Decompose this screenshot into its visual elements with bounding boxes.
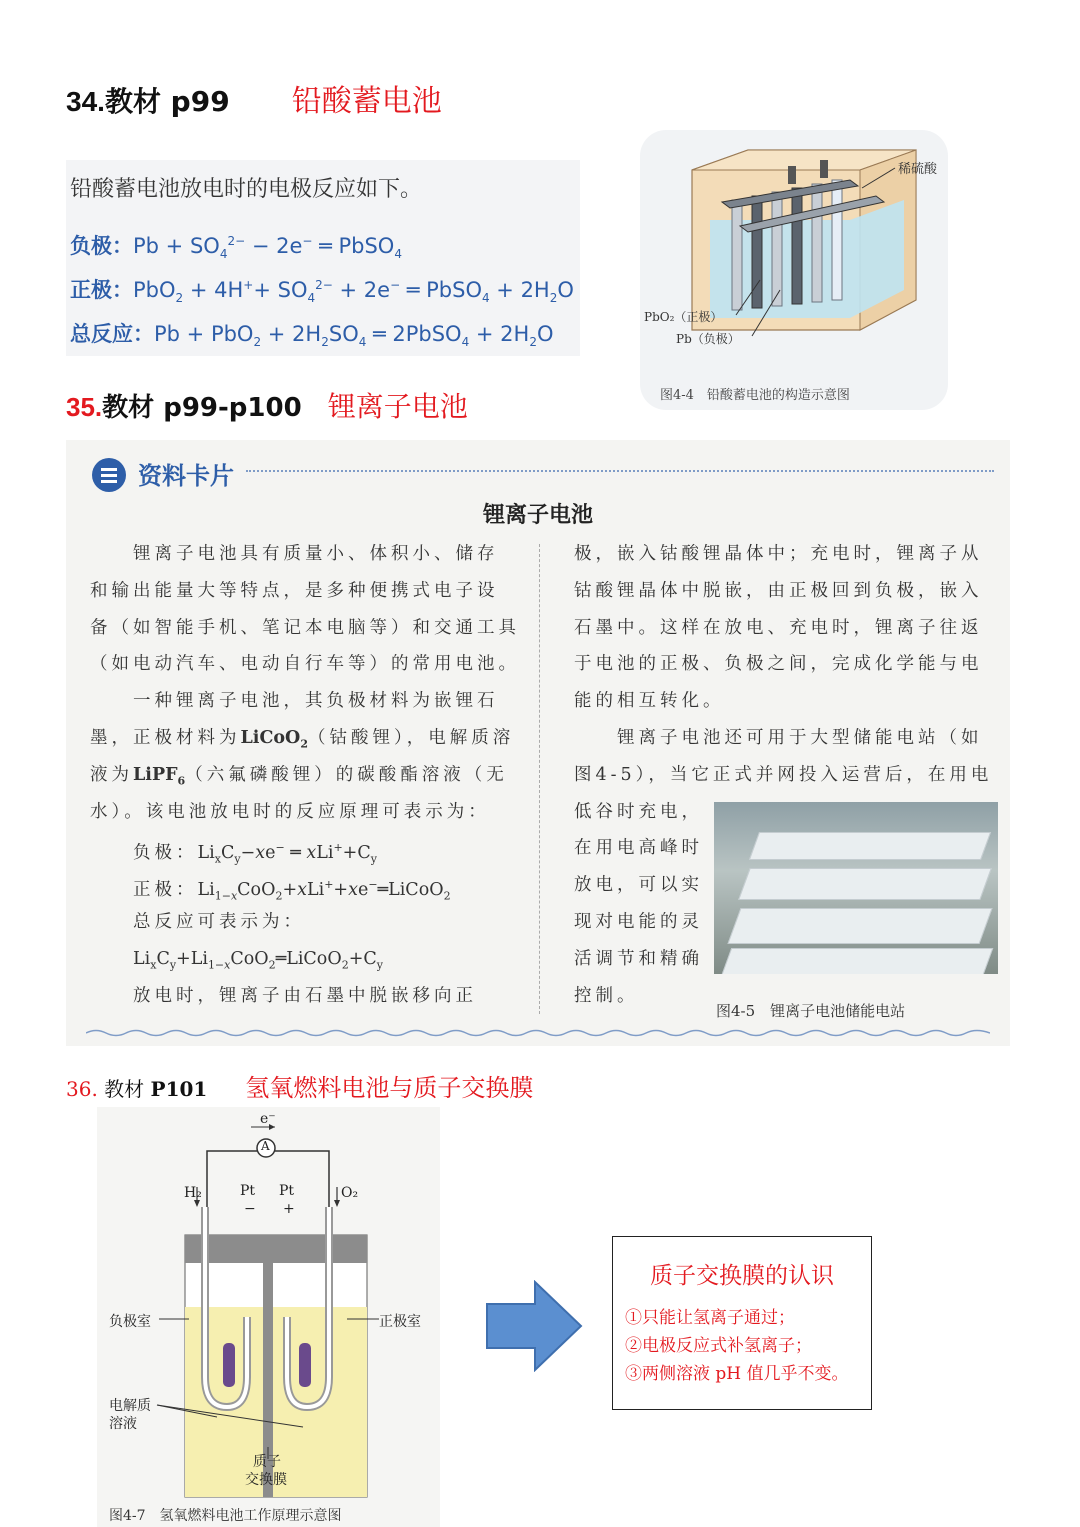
section-title: 铅酸蓄电池: [291, 84, 442, 119]
lead-acid-battery-figure: [640, 130, 948, 410]
text-line: 图4-5），当它正式并网投入运营后，在用电: [574, 764, 993, 785]
text-line: 液为LiPF$_6$（六氟磷酸锂）的碳酸酯溶液（无: [90, 764, 508, 788]
pem-note-item: ③两侧溶液 pH 值几乎不变。: [625, 1364, 849, 1384]
text-line: 控制。: [574, 985, 639, 1006]
right-arrow-icon: [485, 1280, 585, 1372]
info-card-icon: [92, 458, 126, 492]
text-line: 极，嵌入钴酸锂晶体中；充电时，锂离子从: [574, 544, 983, 564]
label-electron: e⁻: [260, 1111, 276, 1127]
text-line: 放电时，锂离子由石墨中脱嵌移向正: [90, 985, 477, 1006]
left-column: [90, 536, 520, 1014]
fuel-cell-diagram: [97, 1107, 440, 1502]
section-ref-page: P101: [150, 1077, 208, 1101]
text-line: 一种锂离子电池，其负极材料为嵌锂石: [90, 691, 499, 712]
positive-electrode-equation: 正极：$PbO_2 + 4H^++ SO_4^{2-} + 2e^-$ ═ PbSO$_4$ + $2H_2O$: [70, 278, 574, 306]
section-number: 34.: [66, 86, 105, 117]
text-line: 放电，可以实: [574, 875, 703, 896]
text-line: 能的相互转化。: [574, 691, 725, 712]
label-proton: 质子: [253, 1454, 281, 1470]
label-negative-chamber: 负极室: [109, 1314, 151, 1330]
section-36-heading: [66, 1068, 533, 1103]
label-pb-negative: Pb（负极）: [676, 332, 740, 346]
section-ref: 教材 p99: [104, 85, 230, 118]
figure-caption: 图4-7 氢氧燃料电池工作原理示意图: [109, 1508, 342, 1524]
text-line: 锂离子电池具有质量小、体积小、储存: [90, 544, 499, 564]
pem-notes-title: 质子交换膜的认识: [650, 1263, 834, 1289]
pem-note-item: ①只能让氢离子通过；: [625, 1308, 795, 1328]
section-ref: 教材 p99-p100: [102, 393, 302, 423]
text-line: 石墨中。这样在放电、充电时，锂离子往返: [574, 617, 983, 638]
section-number: 36.: [66, 1077, 98, 1101]
section-34-heading: [66, 76, 442, 120]
text-line: 钴酸锂晶体中脱嵌，由正极回到负极，嵌入: [574, 580, 983, 601]
fuel-cell-figure: [97, 1107, 440, 1527]
negative-equation: 负极：$Li_xC_y-xe^-$ ═ $xLi^++C_y$: [133, 841, 377, 866]
text-line: 水）。该电池放电时的反应原理可表示为：: [90, 801, 490, 822]
label-minus: −: [244, 1201, 256, 1217]
label-o2: O₂: [341, 1185, 359, 1201]
text-line: 活调节和精确: [574, 948, 703, 969]
card-title: 锂离子电池: [482, 503, 593, 528]
total-reaction-equation: 总反应：$Pb + PbO_2 + 2H_2SO_4$ ═ 2PbSO$_4$ + $2H_2O$: [70, 322, 554, 350]
pem-note-item: ②电极反应式补氢离子；: [625, 1336, 812, 1356]
info-card-banner: 资料卡片: [138, 462, 234, 490]
label-dilute-sulfuric-acid: 稀硫酸: [898, 162, 938, 177]
section-ref: 教材: [97, 1077, 151, 1101]
lead-acid-equations-box: [66, 160, 580, 356]
label-solution: 溶液: [109, 1416, 137, 1432]
label-pt-positive: Pt: [279, 1183, 295, 1199]
text-line: 总反应可表示为：: [90, 911, 305, 932]
figure-caption: 图4-4 铅酸蓄电池的构造示意图: [660, 388, 850, 403]
text-line: 备（如智能手机、笔记本电脑等）和交通工具: [90, 617, 520, 638]
label-plus: +: [283, 1201, 295, 1217]
label-exchange-membrane: 交换膜: [245, 1472, 287, 1488]
text-line: （如电动汽车、电动自行车等）的常用电池。: [90, 654, 520, 675]
text-line: 低谷时充电，: [574, 801, 703, 822]
text-line: 现对电能的灵: [574, 911, 703, 932]
column-divider: [539, 544, 540, 1014]
label-electrolyte: 电解质: [109, 1398, 151, 1414]
text-line: 于电池的正极、负极之间，完成化学能与电: [574, 654, 983, 675]
positive-equation: 正极：$Li_{1-x}CoO_2+xLi^++xe^-═LiCoO_2$: [133, 878, 451, 903]
label-pt-negative: Pt: [240, 1183, 256, 1199]
section-number: 35.: [66, 392, 103, 422]
total-equation: $Li_xC_y+Li_{1-x}CoO_2═LiCoO_2+C_y$: [133, 948, 383, 972]
label-ammeter: A: [261, 1139, 270, 1153]
text-line: 在用电高峰时: [574, 838, 703, 859]
section-title: 氢氧燃料电池与质子交换膜: [245, 1074, 534, 1102]
intro-text: 铅酸蓄电池放电时的电极反应如下。: [70, 177, 423, 202]
text-line: 墨，正极材料为LiCoO$_2$（钴酸锂），电解质溶: [90, 727, 515, 751]
negative-electrode-equation: 负极：$Pb + SO_4^{2-} - 2e^-$ ═ PbSO$_4$: [70, 234, 402, 262]
energy-storage-station-photo: [714, 802, 998, 974]
info-card: [66, 440, 1010, 1046]
label-positive-chamber: 正极室: [379, 1314, 421, 1330]
text-line: 锂离子电池还可用于大型储能电站（如: [574, 727, 983, 748]
section-title: 锂离子电池: [327, 390, 468, 423]
pem-notes-box: [612, 1236, 872, 1410]
banner-divider: [246, 470, 994, 472]
label-pbo2-positive: PbO₂（正极）: [644, 310, 723, 324]
figure-caption: 图4-5 锂离子电池储能电站: [716, 1002, 906, 1020]
text-line: 和输出能量大等特点，是多种便携式电子设: [90, 580, 499, 601]
label-h2: H₂: [184, 1185, 202, 1201]
section-35-heading: [66, 385, 468, 425]
bottom-wave-border: [86, 1028, 990, 1038]
